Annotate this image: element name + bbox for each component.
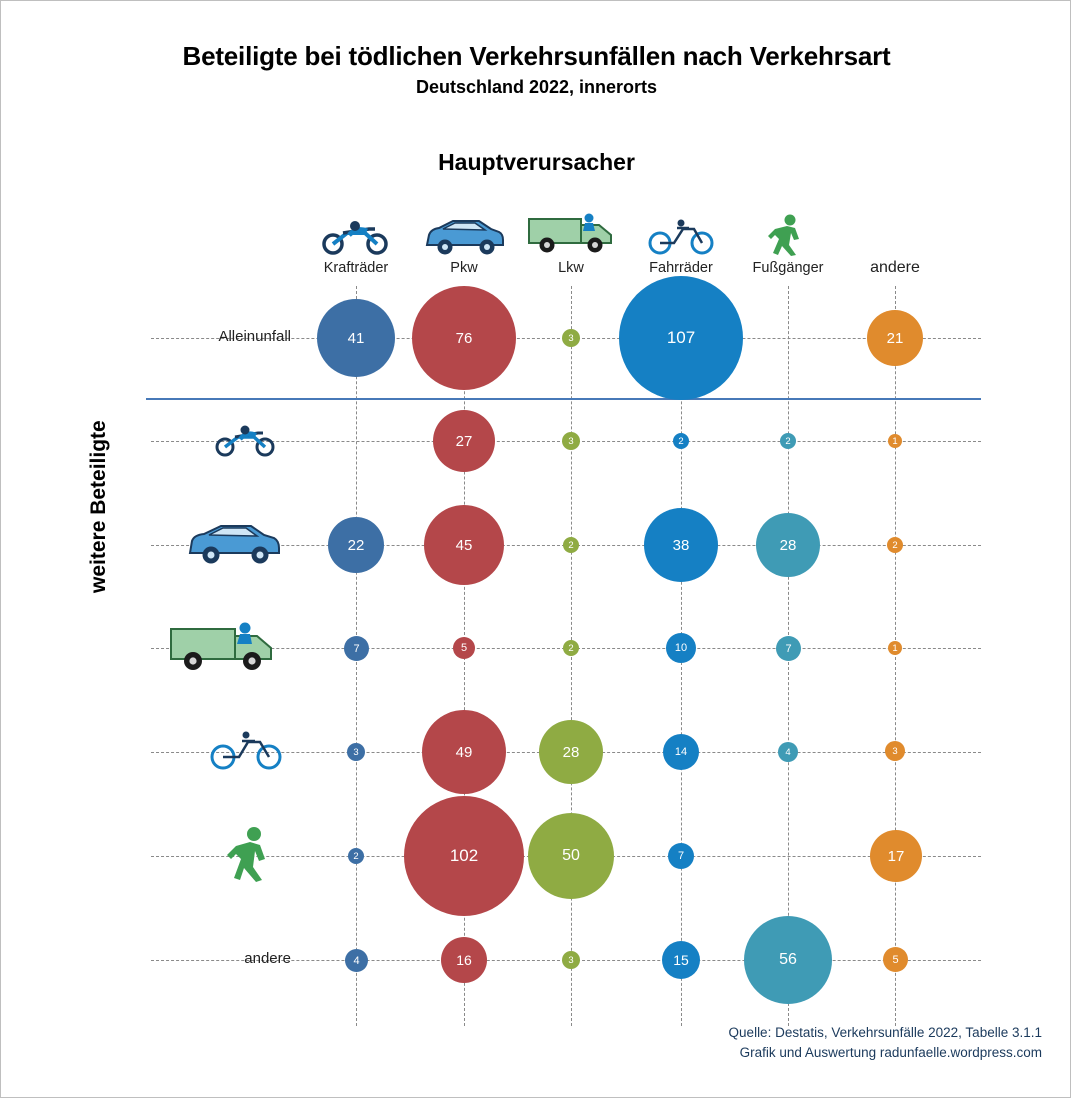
- bubble-fussgaenger-pkw: 102: [404, 796, 524, 916]
- source-line-2: Grafik und Auswertung radunfaelle.wordpress.com: [739, 1045, 1042, 1061]
- column-label-lkw: Lkw: [558, 260, 584, 276]
- bubble-fussgaenger-fahrraeder: 7: [668, 843, 694, 869]
- bubble-kraftraeder-lkw: 3: [562, 432, 580, 450]
- bubble-fahrraeder-fussgaenger: 4: [778, 742, 798, 762]
- column-label-fahrraeder: Fahrräder: [649, 260, 713, 276]
- bubble-alleinunfall-kraftraeder: 41: [317, 299, 395, 377]
- bubble-alleinunfall-pkw: 76: [412, 286, 516, 390]
- column-label-pkw: Pkw: [450, 260, 478, 276]
- bubble-pkw-andere: 2: [887, 537, 903, 553]
- bubble-fahrraeder-andere: 3: [885, 741, 905, 761]
- section-separator: [146, 398, 981, 400]
- bubble-fussgaenger-kraftraeder: 2: [348, 848, 364, 864]
- column-label-kraftraeder: Krafträder: [323, 260, 389, 276]
- bubble-alleinunfall-andere: 21: [867, 310, 923, 366]
- bubble-lkw-pkw: 5: [453, 637, 475, 659]
- bubble-kraftraeder-pkw: 27: [433, 410, 495, 472]
- bubble-fahrraeder-kraftraeder: 3: [347, 743, 365, 761]
- bubble-kraftraeder-fahrraeder: 2: [673, 433, 689, 449]
- source-note: [729, 1023, 1042, 1064]
- bubble-andere-fahrraeder: 15: [662, 941, 700, 979]
- bicycle-icon: [647, 219, 717, 255]
- motorcycle-icon: [213, 422, 279, 458]
- car-icon: [421, 215, 507, 257]
- car-icon: [183, 519, 283, 567]
- bubble-lkw-fahrraeder: 10: [666, 633, 696, 663]
- page-subtitle: Deutschland 2022, innerorts: [415, 77, 658, 97]
- column-label-andere: andere: [870, 259, 920, 276]
- bubble-andere-fussgaenger: 56: [744, 916, 832, 1004]
- truck-icon: [166, 619, 281, 675]
- page-title: Beteiligte bei tödlichen Verkehrsunfällen nach Verkehrsart: [182, 41, 891, 71]
- column-group-label: Hauptverursacher: [438, 149, 635, 175]
- bubble-alleinunfall-lkw: 3: [562, 329, 580, 347]
- bubble-andere-kraftraeder: 4: [345, 949, 368, 972]
- column-label-fussgaenger: Fußgänger: [752, 260, 824, 276]
- gridline-vertical: [571, 286, 572, 1026]
- row-label-alleinunfall: Alleinunfall: [218, 328, 291, 345]
- bubble-pkw-kraftraeder: 22: [328, 517, 384, 573]
- bubble-andere-andere: 5: [883, 947, 908, 972]
- source-line-1: Quelle: Destatis, Verkehrsunfälle 2022, Tabelle 3.1.1: [728, 1025, 1042, 1040]
- bubble-lkw-fussgaenger: 7: [776, 636, 801, 661]
- bubble-alleinunfall-fahrraeder: 107: [619, 276, 743, 400]
- motorcycle-icon: [319, 217, 393, 255]
- bubble-lkw-lkw: 2: [563, 640, 579, 656]
- bubble-pkw-fahrraeder: 38: [644, 508, 718, 582]
- pedestrian-icon: [223, 825, 279, 883]
- bubble-fahrraeder-lkw: 28: [539, 720, 603, 784]
- bubble-fussgaenger-lkw: 50: [528, 813, 614, 899]
- gridline-vertical: [895, 286, 896, 1026]
- bubble-fahrraeder-fahrraeder: 14: [663, 734, 699, 770]
- bubble-fahrraeder-pkw: 49: [422, 710, 506, 794]
- row-label-andere: andere: [244, 950, 291, 967]
- bubble-fussgaenger-andere: 17: [870, 830, 922, 882]
- bubble-andere-pkw: 16: [441, 937, 487, 983]
- bicycle-icon: [209, 731, 285, 771]
- pedestrian-icon: [763, 213, 811, 257]
- bubble-lkw-andere: 1: [888, 641, 902, 655]
- truck-icon: [525, 211, 619, 257]
- bubble-lkw-kraftraeder: 7: [344, 636, 369, 661]
- bubble-pkw-fussgaenger: 28: [756, 513, 820, 577]
- bubble-andere-lkw: 3: [562, 951, 580, 969]
- bubble-pkw-lkw: 2: [563, 537, 579, 553]
- bubble-kraftraeder-fussgaenger: 2: [780, 433, 796, 449]
- bubble-pkw-pkw: 45: [424, 505, 504, 585]
- bubble-kraftraeder-andere: 1: [888, 434, 902, 448]
- row-group-label: weitere Beteiligte: [87, 420, 110, 593]
